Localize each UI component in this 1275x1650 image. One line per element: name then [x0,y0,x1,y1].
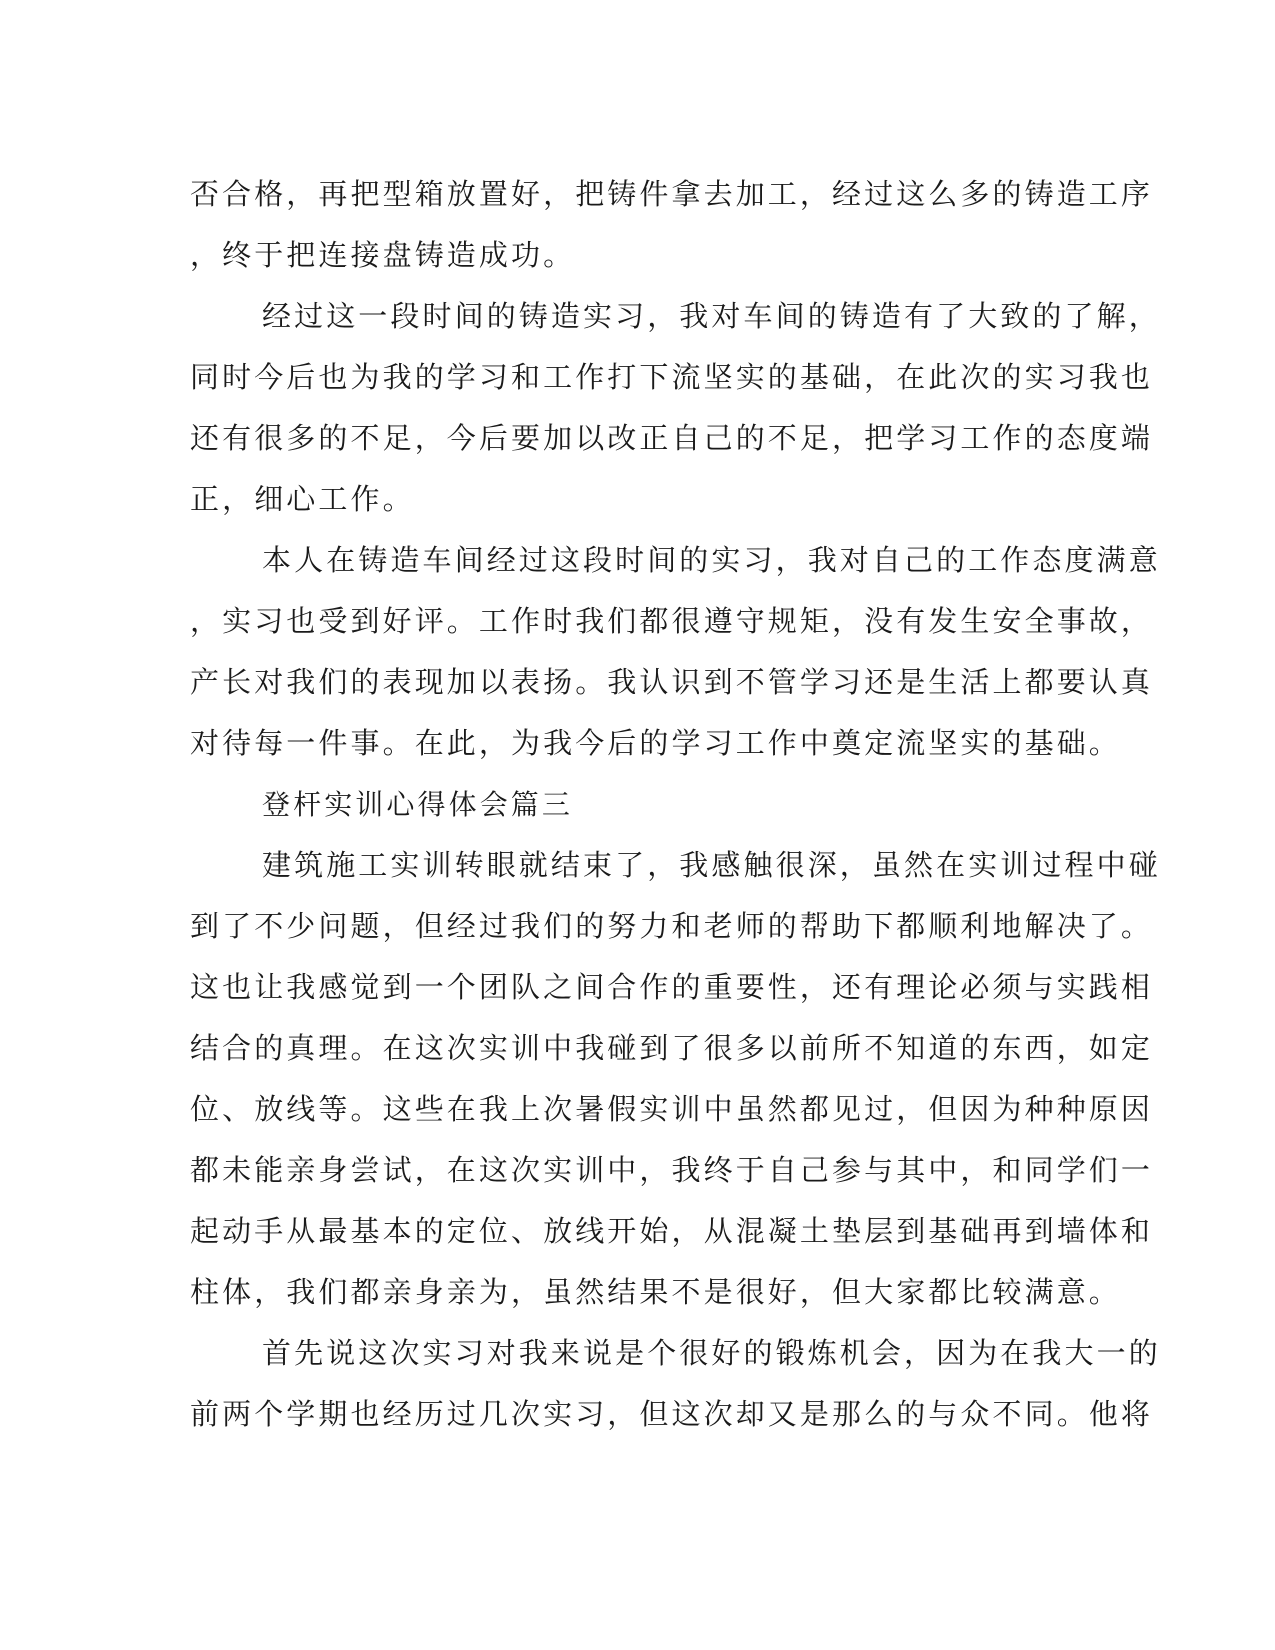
text-line: 否合格，再把型箱放置好，把铸件拿去加工，经过这么多的铸造工序 [190,177,1154,211]
text-line: 位、放线等。这些在我上次暑假实训中虽然都见过，但因为种种原因 [190,1092,1154,1126]
body-text [190,164,1161,1445]
text-line: ，实习也受到好评。工作时我们都很遵守规矩，没有发生安全事故， [190,604,1154,638]
section-heading: 登杆实训心得体会篇三 [262,788,574,821]
text-line: ，终于把连接盘铸造成功。 [190,238,576,272]
paragraph-start: 本人在铸造车间经过这段时间的实习，我对自己的工作态度满意 [262,543,1161,577]
text-line: 到了不少问题，但经过我们的努力和老师的帮助下都顺利地解决了。 [190,909,1154,943]
text-line: 还有很多的不足，今后要加以改正自己的不足，把学习工作的态度端 [190,421,1154,455]
text-line: 这也让我感觉到一个团队之间合作的重要性，还有理论必须与实践相 [190,970,1154,1004]
text-line: 结合的真理。在这次实训中我碰到了很多以前所不知道的东西，如定 [190,1031,1154,1065]
text-line: 产长对我们的表现加以表扬。我认识到不管学习还是生活上都要认真 [190,665,1154,699]
text-line: 前两个学期也经历过几次实习，但这次却又是那么的与众不同。他将 [190,1397,1154,1431]
text-line: 起动手从最基本的定位、放线开始，从混凝土垫层到基础再到墙体和 [190,1214,1154,1248]
text-line: 对待每一件事。在此，为我今后的学习工作中奠定流坚实的基础。 [190,726,1121,760]
paragraph-start: 建筑施工实训转眼就结束了，我感触很深，虽然在实训过程中碰 [262,848,1161,882]
paragraph-start: 首先说这次实习对我来说是个很好的锻炼机会，因为在我大一的 [262,1336,1161,1370]
text-line: 柱体，我们都亲身亲为，虽然结果不是很好，但大家都比较满意。 [190,1275,1121,1309]
text-line: 同时今后也为我的学习和工作打下流坚实的基础，在此次的实习我也 [190,360,1154,394]
text-line: 都未能亲身尝试，在这次实训中，我终于自己参与其中，和同学们一 [190,1153,1154,1187]
paragraph-start: 经过这一段时间的铸造实习，我对车间的铸造有了大致的了解， [262,299,1161,333]
text-line: 正，细心工作。 [190,482,415,516]
